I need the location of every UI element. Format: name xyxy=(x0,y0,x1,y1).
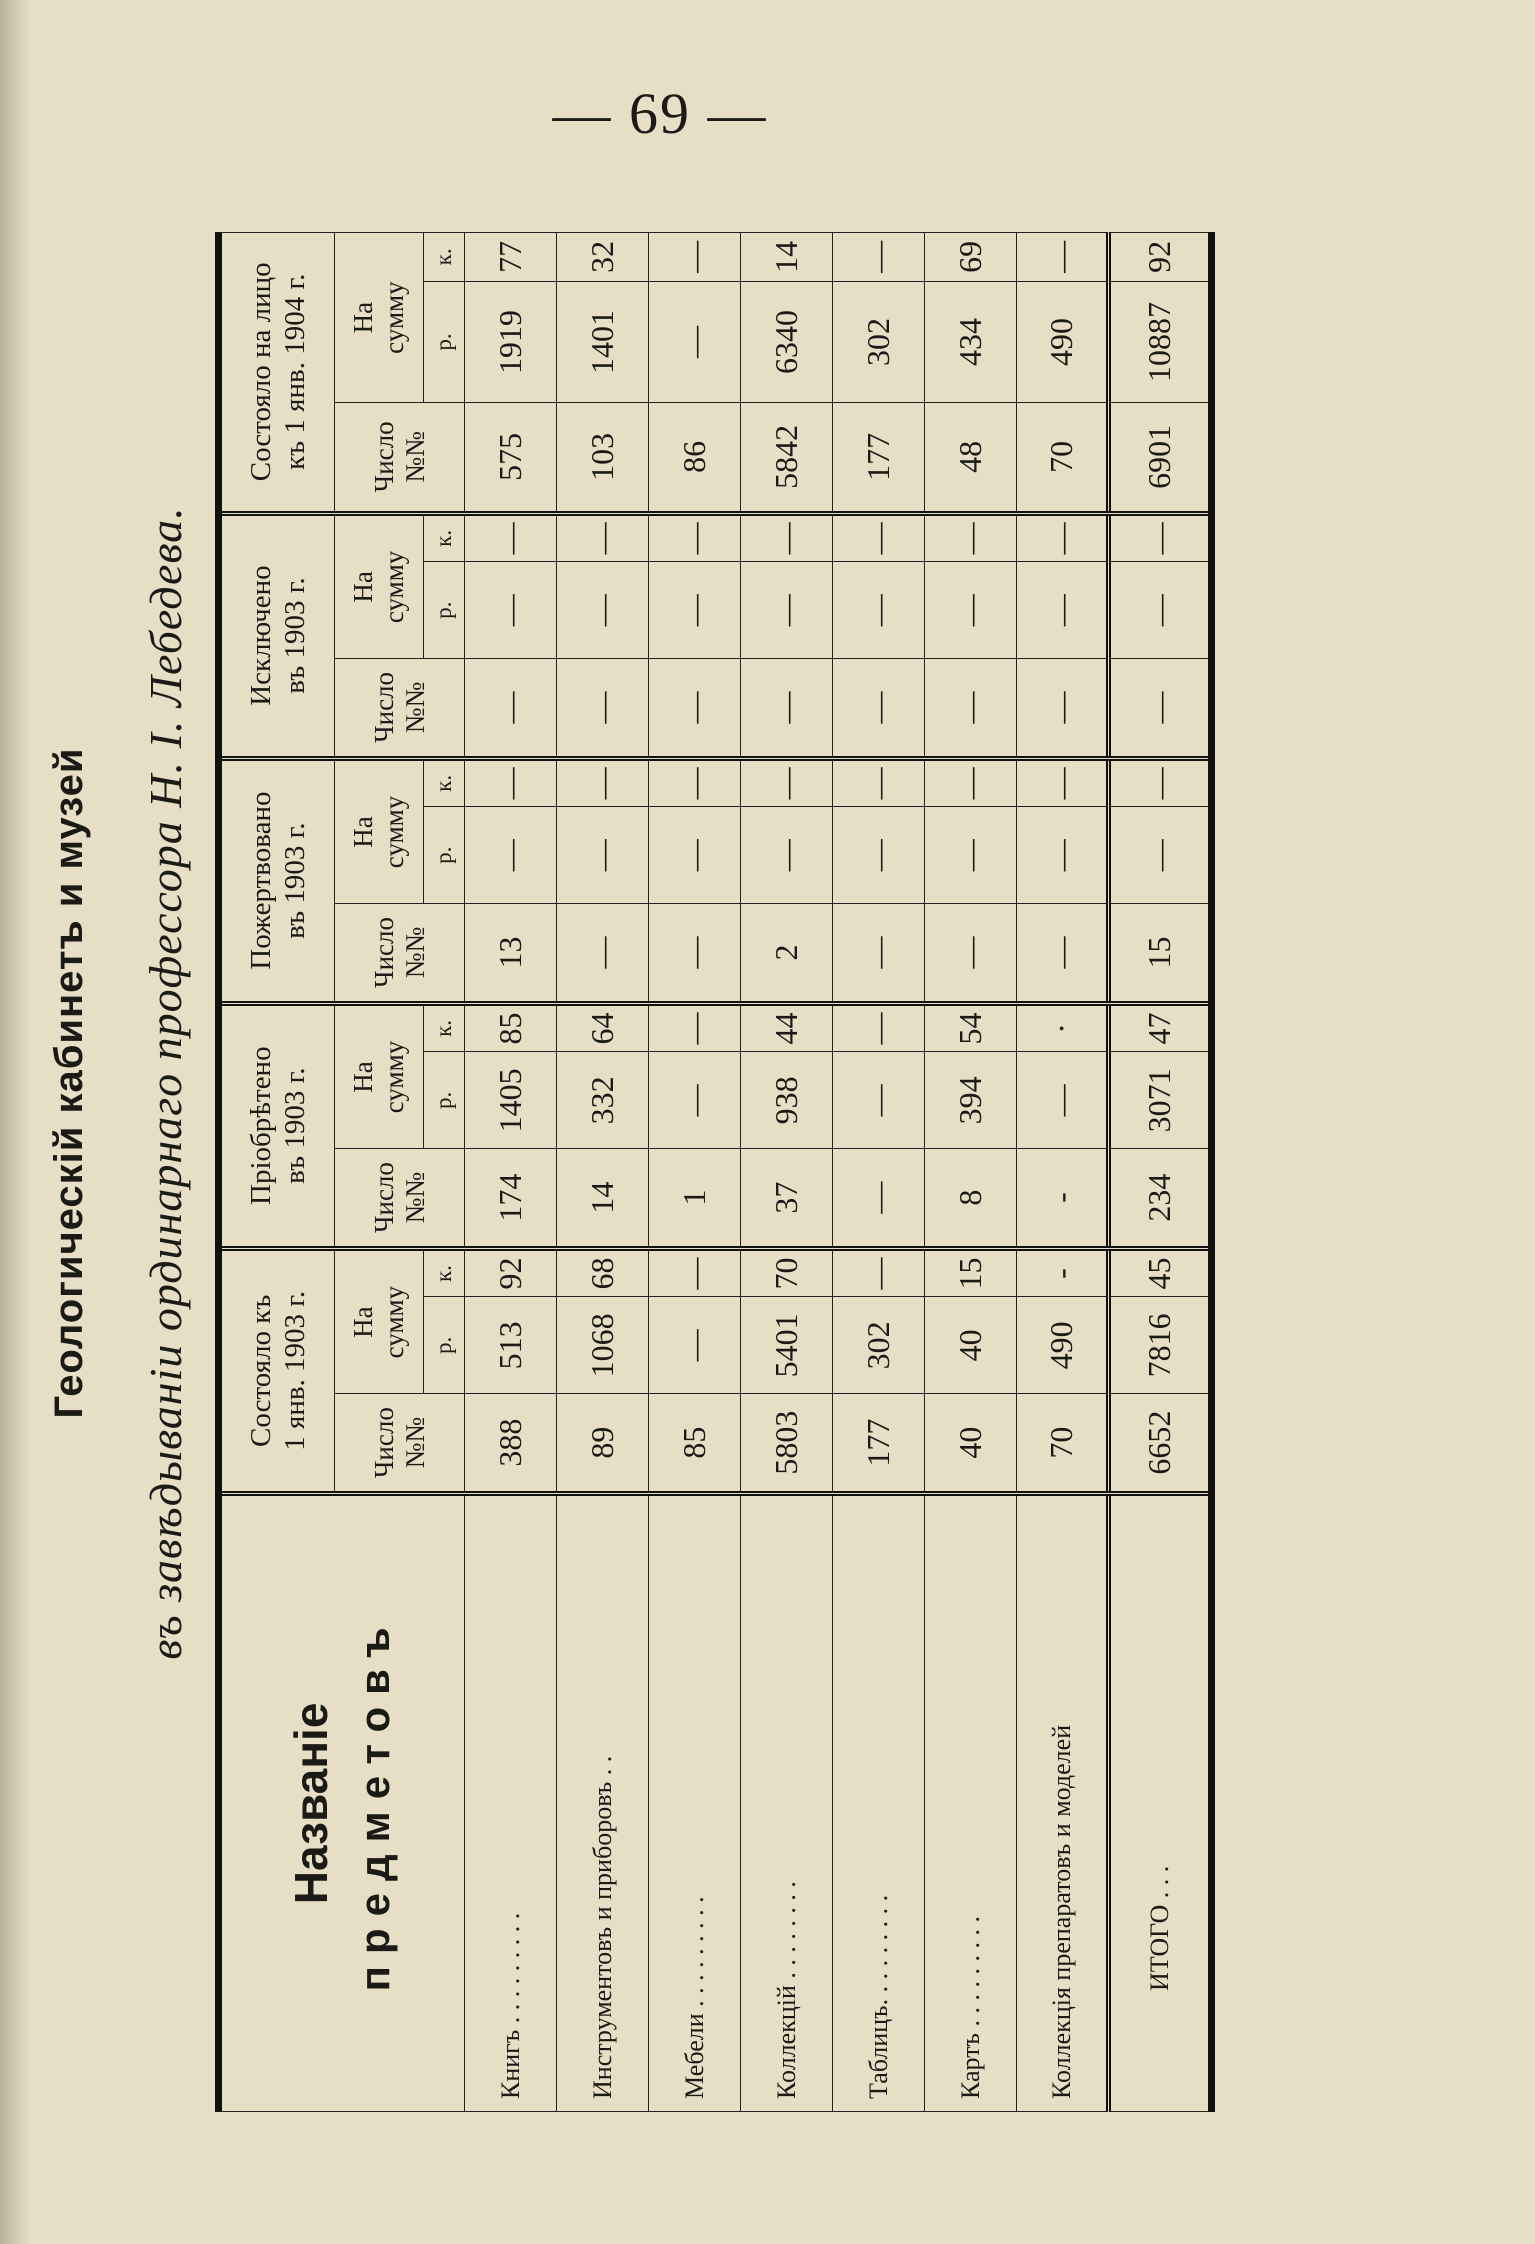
header-name-top: Названіе xyxy=(285,1702,337,1905)
page-edge-shadow xyxy=(0,0,30,2244)
cell-kopecks: — xyxy=(557,758,649,807)
cell-rubles: 1919 xyxy=(465,281,557,402)
cell-count: 103 xyxy=(557,403,649,513)
cell-kopecks: — xyxy=(649,758,741,807)
cell-kopecks: 77 xyxy=(465,233,557,282)
cell-rubles: 513 xyxy=(465,1297,557,1394)
cell-kopecks: 15 xyxy=(925,1248,1017,1297)
cell-kopecks: — xyxy=(465,758,557,807)
cell-rubles: 938 xyxy=(741,1052,833,1149)
item-name: Книгъ . . . . . . . . . xyxy=(465,1493,557,2111)
cell-count: — xyxy=(557,659,649,758)
header-kopecks: к. xyxy=(424,1248,465,1297)
cell-rubles: — xyxy=(1017,1052,1109,1149)
cell-kopecks: — xyxy=(833,513,925,562)
cell-count: — xyxy=(833,659,925,758)
cell-rubles: — xyxy=(833,1052,925,1149)
item-name: Картъ . . . . . . . . . xyxy=(925,1493,1017,2111)
header-rubles: р. xyxy=(424,1052,465,1149)
cell-count: — xyxy=(925,904,1017,1003)
cell-rubles: 302 xyxy=(833,1297,925,1394)
header-rubles: р. xyxy=(424,1297,465,1394)
header-rubles: р. xyxy=(424,281,465,402)
page-number: — 69 — xyxy=(552,81,768,146)
cell-count: — xyxy=(833,1149,925,1248)
cell-rubles: — xyxy=(741,807,833,904)
cell-kopecks: — xyxy=(925,758,1017,807)
cell-kopecks: 54 xyxy=(925,1003,1017,1052)
cell-rubles: — xyxy=(1017,562,1109,659)
cell-rubles: 10887 xyxy=(1109,281,1212,402)
total-row xyxy=(1109,233,1212,2112)
cell-kopecks: — xyxy=(649,1003,741,1052)
cell-kopecks: 44 xyxy=(741,1003,833,1052)
header-rubles: р. xyxy=(424,562,465,659)
cell-kopecks: — xyxy=(833,1003,925,1052)
cell-rubles: — xyxy=(1109,562,1212,659)
cell-count: 2 xyxy=(741,904,833,1003)
cell-count: 6901 xyxy=(1109,403,1212,513)
header-group-acquired-1903: Пріобрѣтено въ 1903 г. xyxy=(219,1003,335,1248)
cell-count: — xyxy=(1017,904,1109,1003)
item-name: Инструментовъ и приборовъ . . xyxy=(557,1493,649,2111)
cell-rubles: — xyxy=(557,807,649,904)
header-sum: На сумму xyxy=(335,513,424,659)
cell-kopecks: 92 xyxy=(1109,233,1212,282)
cell-rubles: — xyxy=(649,1297,741,1394)
cell-rubles: 5401 xyxy=(741,1297,833,1394)
table-body xyxy=(465,233,1212,2112)
cell-kopecks: - xyxy=(1017,1248,1109,1297)
cell-kopecks: — xyxy=(833,1248,925,1297)
header-kopecks: к. xyxy=(424,233,465,282)
cell-kopecks: 14 xyxy=(741,233,833,282)
cell-kopecks: 64 xyxy=(557,1003,649,1052)
cell-kopecks: — xyxy=(741,513,833,562)
cell-count: 85 xyxy=(649,1394,741,1493)
cell-count: 1 xyxy=(649,1149,741,1248)
cell-count: 86 xyxy=(649,403,741,513)
cell-count: 89 xyxy=(557,1394,649,1493)
cell-rubles: 40 xyxy=(925,1297,1017,1394)
header-sum: На сумму xyxy=(335,233,424,403)
header-sum: На сумму xyxy=(335,1003,424,1149)
cell-kopecks: · xyxy=(1017,1003,1109,1052)
table-row xyxy=(465,233,557,2112)
item-name: Таблицъ. . . . . . . . . xyxy=(833,1493,925,2111)
cell-count: — xyxy=(649,904,741,1003)
cell-count: 177 xyxy=(833,403,925,513)
cell-count: 40 xyxy=(925,1394,1017,1493)
cell-rubles: 6340 xyxy=(741,281,833,402)
header-kopecks: к. xyxy=(424,513,465,562)
cell-count: 48 xyxy=(925,403,1017,513)
cell-count: — xyxy=(465,659,557,758)
item-name: Коллекцій . . . . . . . . xyxy=(741,1493,833,2111)
cell-kopecks: 92 xyxy=(465,1248,557,1297)
cell-kopecks: — xyxy=(741,758,833,807)
cell-rubles: — xyxy=(741,562,833,659)
cell-rubles: 394 xyxy=(925,1052,1017,1149)
cell-kopecks: — xyxy=(649,233,741,282)
header-count: Число №№ xyxy=(335,904,465,1003)
cell-count: — xyxy=(925,659,1017,758)
cell-rubles: — xyxy=(649,807,741,904)
cell-kopecks: 69 xyxy=(925,233,1017,282)
cell-count: 14 xyxy=(557,1149,649,1248)
cell-count: — xyxy=(1017,659,1109,758)
cell-count: 575 xyxy=(465,403,557,513)
rotated-page-content xyxy=(47,44,1257,2122)
cell-count: 8 xyxy=(925,1149,1017,1248)
cell-rubles: 490 xyxy=(1017,281,1109,402)
cell-rubles: — xyxy=(649,1052,741,1149)
page-subtitle: въ завѣдываніи ординарнаго профессора Н. І. Лебедева. xyxy=(140,506,191,1660)
cell-count: — xyxy=(649,659,741,758)
cell-rubles: 434 xyxy=(925,281,1017,402)
cell-kopecks: — xyxy=(649,513,741,562)
table-row xyxy=(833,233,925,2112)
cell-count: — xyxy=(741,659,833,758)
header-count: Число №№ xyxy=(335,403,465,513)
cell-count: 5803 xyxy=(741,1394,833,1493)
item-name: Коллекція препаратовъ и моделей xyxy=(1017,1493,1109,2111)
cell-rubles: — xyxy=(465,562,557,659)
header-kopecks: к. xyxy=(424,758,465,807)
cell-count: — xyxy=(833,904,925,1003)
cell-count: 37 xyxy=(741,1149,833,1248)
cell-rubles: — xyxy=(925,807,1017,904)
cell-rubles: 1068 xyxy=(557,1297,649,1394)
header-item-name xyxy=(219,1493,465,2111)
cell-count: 388 xyxy=(465,1394,557,1493)
cell-count: 5842 xyxy=(741,403,833,513)
item-name: Мебели . . . . . . . . . xyxy=(649,1493,741,2111)
cell-rubles: — xyxy=(649,562,741,659)
cell-rubles: — xyxy=(925,562,1017,659)
cell-rubles: — xyxy=(1109,807,1212,904)
header-kopecks: к. xyxy=(424,1003,465,1052)
cell-count: 15 xyxy=(1109,904,1212,1003)
header-count: Число №№ xyxy=(335,659,465,758)
cell-kopecks: 85 xyxy=(465,1003,557,1052)
cell-count: — xyxy=(1109,659,1212,758)
table-row xyxy=(1017,233,1109,2112)
cell-kopecks: 45 xyxy=(1109,1248,1212,1297)
cell-kopecks: — xyxy=(1109,513,1212,562)
table-row xyxy=(649,233,741,2112)
total-label: ИТОГО . . . xyxy=(1109,1493,1212,2111)
cell-kopecks: — xyxy=(833,758,925,807)
cell-kopecks: — xyxy=(649,1248,741,1297)
cell-kopecks: — xyxy=(1017,513,1109,562)
cell-count: 174 xyxy=(465,1149,557,1248)
cell-count: — xyxy=(557,904,649,1003)
page-title: Геологическій кабинетъ и музей xyxy=(47,747,91,1419)
cell-count: 177 xyxy=(833,1394,925,1493)
table-row xyxy=(925,233,1017,2112)
header-sum: На сумму xyxy=(335,758,424,904)
header-sum: На сумму xyxy=(335,1248,424,1394)
header-group-stock-1903: Состояло къ 1 янв. 1903 г. xyxy=(219,1248,335,1493)
cell-rubles: — xyxy=(557,562,649,659)
cell-rubles: — xyxy=(833,562,925,659)
cell-count: 70 xyxy=(1017,1394,1109,1493)
cell-count: 13 xyxy=(465,904,557,1003)
cell-kopecks: — xyxy=(465,513,557,562)
table-row xyxy=(741,233,833,2112)
cell-rubles: — xyxy=(649,281,741,402)
header-group-stock-1904: Состояло на лицо къ 1 янв. 1904 г. xyxy=(219,233,335,514)
cell-kopecks: — xyxy=(557,513,649,562)
cell-kopecks: — xyxy=(925,513,1017,562)
cell-kopecks: 68 xyxy=(557,1248,649,1297)
cell-count: - xyxy=(1017,1149,1109,1248)
cell-rubles: 490 xyxy=(1017,1297,1109,1394)
cell-kopecks: 47 xyxy=(1109,1003,1212,1052)
cell-kopecks: 70 xyxy=(741,1248,833,1297)
cell-rubles: — xyxy=(833,807,925,904)
header-count: Число №№ xyxy=(335,1149,465,1248)
cell-rubles: 3071 xyxy=(1109,1052,1212,1149)
cell-rubles: — xyxy=(1017,807,1109,904)
cell-rubles: 1401 xyxy=(557,281,649,402)
header-group-donated-1903: Пожертвовано въ 1903 г. xyxy=(219,758,335,1003)
cell-kopecks: — xyxy=(833,233,925,282)
cell-kopecks: — xyxy=(1017,758,1109,807)
cell-count: 234 xyxy=(1109,1149,1212,1248)
header-name-bottom: предметовъ xyxy=(351,1615,398,1992)
cell-rubles: 332 xyxy=(557,1052,649,1149)
cell-count: 6652 xyxy=(1109,1394,1212,1493)
cell-kopecks: 32 xyxy=(557,233,649,282)
header-count: Число №№ xyxy=(335,1394,465,1493)
cell-rubles: 1405 xyxy=(465,1052,557,1149)
header-rubles: р. xyxy=(424,807,465,904)
table-row xyxy=(557,233,649,2112)
cell-count: 70 xyxy=(1017,403,1109,513)
cell-rubles: — xyxy=(465,807,557,904)
inventory-table xyxy=(215,232,1215,2112)
cell-kopecks: — xyxy=(1109,758,1212,807)
header-group-excluded-1903: Исключено въ 1903 г. xyxy=(219,513,335,758)
cell-rubles: 302 xyxy=(833,281,925,402)
cell-kopecks: — xyxy=(1017,233,1109,282)
cell-rubles: 7816 xyxy=(1109,1297,1212,1394)
